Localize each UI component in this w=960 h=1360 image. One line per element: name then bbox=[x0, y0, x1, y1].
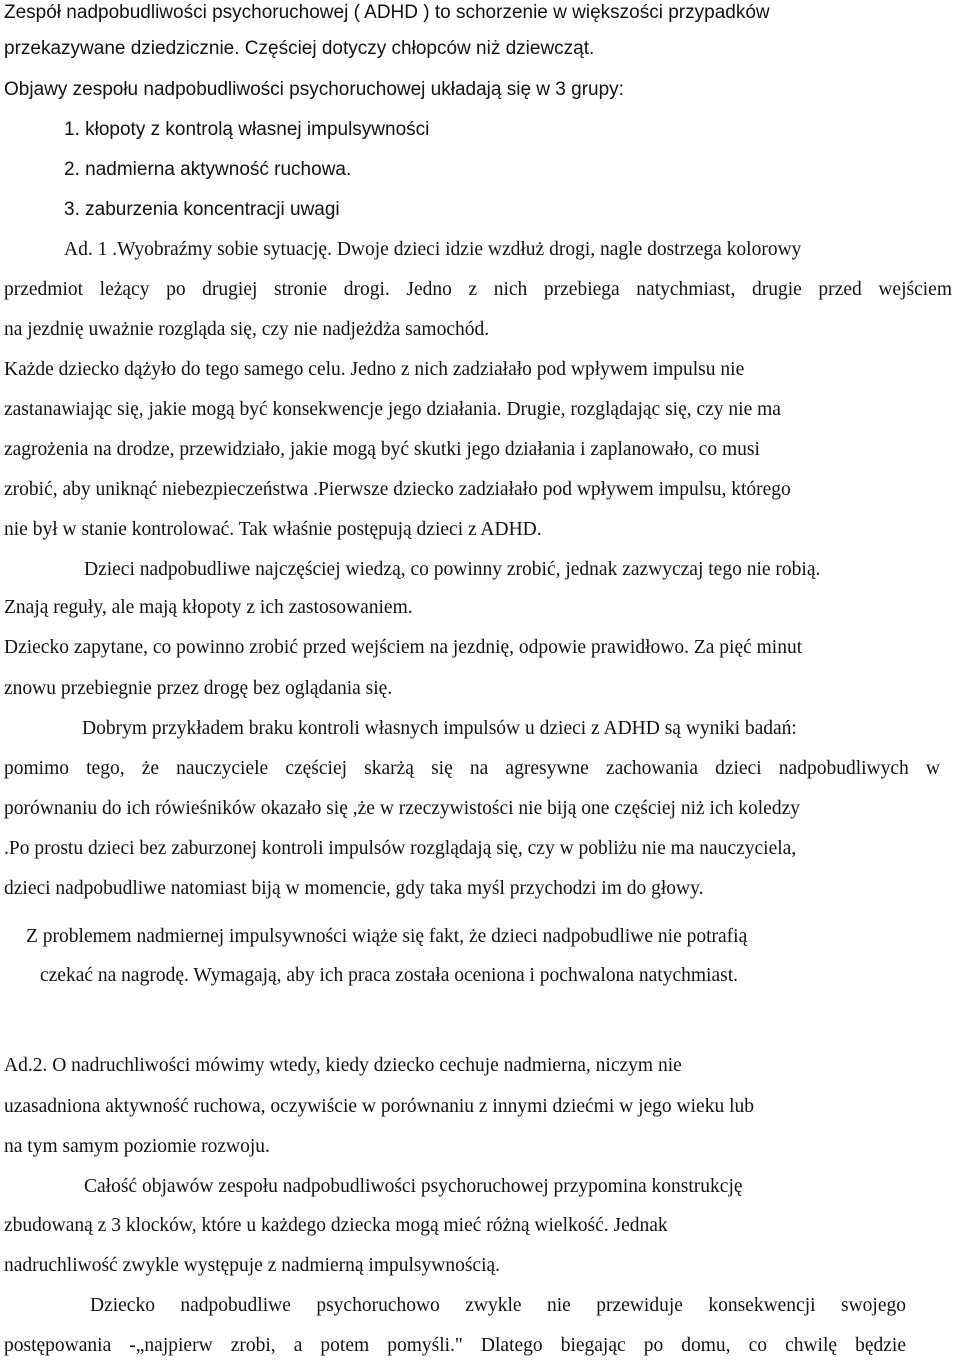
text-line: Ad.2. O nadruchliwości mówimy wtedy, kiedy dziecko cechuje nadmierna, niczym nie bbox=[4, 1055, 682, 1076]
text-line: Zespół nadpobudliwości psychoruchowej ( ADHD ) to schorzenie w większości przypadków bbox=[4, 2, 770, 23]
text-line: przedmiot leżący po drugiej stronie drogi. Jedno z nich przebiega natychmiast, drugie przed wejściem bbox=[4, 279, 952, 300]
text-line: postępowania -„najpierw zrobi, a potem pomyśli." Dlatego biegając po domu, co chwilę będzie bbox=[4, 1335, 906, 1356]
text-line: Znają reguły, ale mają kłopoty z ich zastosowaniem. bbox=[4, 597, 413, 618]
text-line: nie był w stanie kontrolować. Tak właśnie postępują dzieci z ADHD. bbox=[4, 519, 542, 540]
text-line: uzasadniona aktywność ruchowa, oczywiście w porównaniu z innymi dziećmi w jego wieku lub bbox=[4, 1096, 754, 1117]
text-line: zastanawiając się, jakie mogą być konsekwencje jego działania. Drugie, rozglądając się, czy nie ma bbox=[4, 399, 781, 420]
text-line: Dziecko zapytane, co powinno zrobić przed wejściem na jezdnię, odpowie prawidłowo. Za pięć minut bbox=[4, 637, 803, 658]
text-line: znowu przebiegnie przez drogę bez oglądania się. bbox=[4, 678, 393, 699]
text-line: Całość objawów zespołu nadpobudliwości psychoruchowej przypomina konstrukcję bbox=[84, 1176, 743, 1197]
text-line: na tym samym poziomie rozwoju. bbox=[4, 1136, 270, 1157]
text-line: pomimo tego, że nauczyciele częściej skarżą się na agresywne zachowania dzieci nadpobudliwych w bbox=[4, 758, 940, 779]
text-line: Dzieci nadpobudliwe najczęściej wiedzą, co powinny zrobić, jednak zazwyczaj tego nie robią. bbox=[84, 559, 821, 580]
text-line: Ad. 1 .Wyobraźmy sobie sytuację. Dwoje dzieci idzie wzdłuż drogi, nagle dostrzega kolorowy bbox=[64, 239, 802, 260]
text-line: przekazywane dziedzicznie. Częściej dotyczy chłopców niż dziewcząt. bbox=[4, 38, 595, 59]
text-line: zagrożenia na drodze, przewidziało, jakie mogą być skutki jego działania i zaplanowało, co musi bbox=[4, 439, 760, 460]
text-line: czekać na nagrodę. Wymagają, aby ich praca została oceniona i pochwalona natychmiast. bbox=[40, 965, 738, 986]
text-line: Każde dziecko dążyło do tego samego celu. Jedno z nich zadziałało pod wpływem impulsu nie bbox=[4, 359, 745, 380]
text-line: zrobić, aby uniknąć niebezpieczeństwa .Pierwsze dziecko zadziałało pod wpływem impulsu, którego bbox=[4, 479, 791, 500]
text-line: na jezdnię uważnie rozgląda się, czy nie nadjeżdża samochód. bbox=[4, 319, 490, 340]
text-line: .Po prostu dzieci bez zaburzonej kontroli impulsów rozglądają się, czy w pobliżu nie ma nauczyciela, bbox=[4, 838, 797, 859]
text-line: Objawy zespołu nadpobudliwości psychoruchowej układają się w 3 grupy: bbox=[4, 79, 624, 100]
list-item: 2. nadmierna aktywność ruchowa. bbox=[64, 159, 352, 180]
text-line: dzieci nadpobudliwe natomiast biją w momencie, gdy taka myśl przychodzi im do głowy. bbox=[4, 878, 704, 899]
text-line: nadruchliwość zwykle występuje z nadmierną impulsywnością. bbox=[4, 1255, 501, 1276]
text-line: porównaniu do ich rówieśników okazało się ,że w rzeczywistości nie biją one częściej niż ich koledzy bbox=[4, 798, 800, 819]
text-line: Dziecko nadpobudliwe psychoruchowo zwykle nie przewiduje konsekwencji swojego bbox=[90, 1295, 906, 1316]
text-line: Z problemem nadmiernej impulsywności wiąże się fakt, że dzieci nadpobudliwe nie potrafią bbox=[26, 926, 748, 947]
text-line: zbudowaną z 3 klocków, które u każdego dziecka mogą mieć różną wielkość. Jednak bbox=[4, 1215, 668, 1236]
list-item: 1. kłopoty z kontrolą własnej impulsywności bbox=[64, 119, 430, 140]
list-item: 3. zaburzenia koncentracji uwagi bbox=[64, 199, 340, 220]
text-line: Dobrym przykładem braku kontroli własnych impulsów u dzieci z ADHD są wyniki badań: bbox=[82, 718, 797, 739]
